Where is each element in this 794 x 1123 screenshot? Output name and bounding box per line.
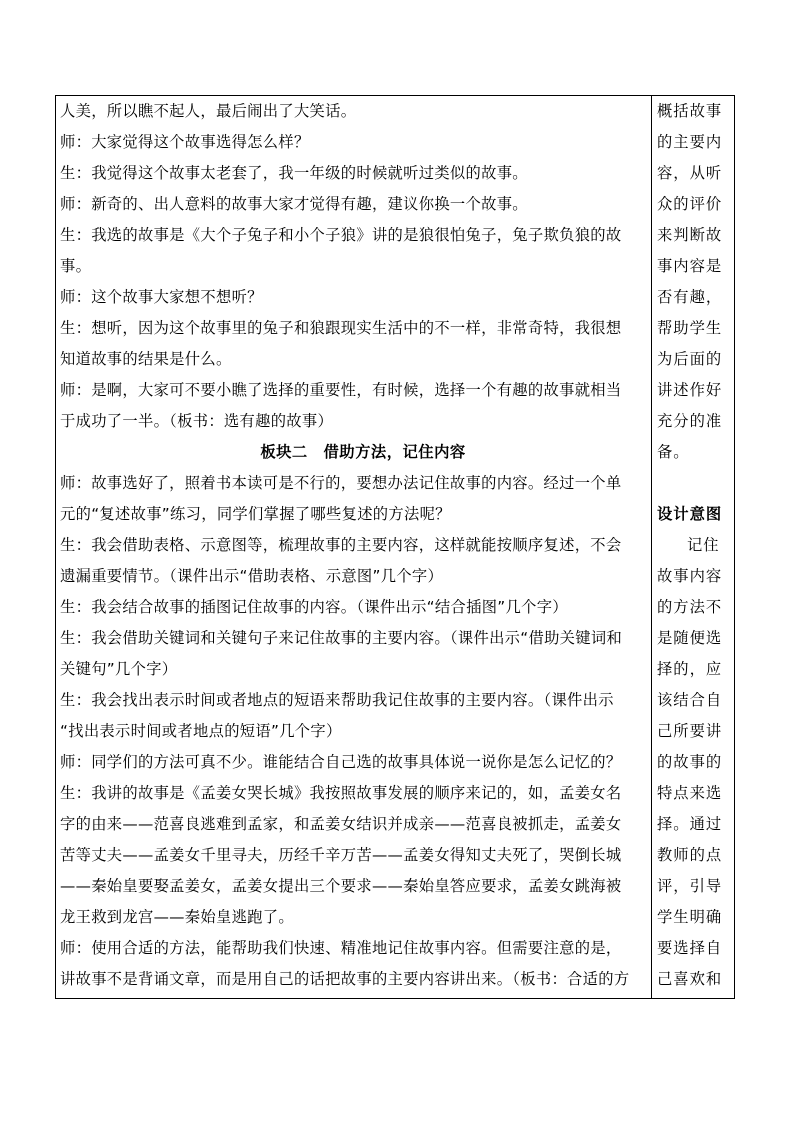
- note-line: 的方法不: [657, 598, 723, 616]
- note-line: 的故事的: [657, 753, 723, 771]
- note-line: 择。通过: [657, 815, 723, 833]
- note-line: 帮助学生: [657, 319, 723, 337]
- note-spacer: [657, 468, 727, 499]
- section-heading: 板块二 借助方法，记住内容: [260, 443, 466, 461]
- text-line: 苦等丈夫——孟姜女千里寻夫，历经千辛万苦——孟姜女得知丈夫死了，哭倒长城: [60, 846, 622, 864]
- text-line: “找出表示时间或者地点的短语”几个字）: [60, 722, 342, 740]
- note-line: 备。: [657, 443, 690, 461]
- text-line: 生：我讲的故事是《孟姜女哭长城》我按照故事发展的顺序来记的，如，孟姜女名: [60, 784, 622, 802]
- text-line: 字的由来——范喜良逃难到孟家，和孟姜女结识并成亲——范喜良被抓走，孟姜女: [60, 815, 622, 833]
- column-divider: [651, 96, 652, 998]
- note-line: 择的，应: [657, 660, 723, 678]
- text-line: 生：我会借助关键词和关键句子来记住故事的主要内容。（课件出示“借助关键词和: [60, 629, 623, 647]
- note-line: 概括故事: [657, 102, 723, 120]
- note-line: 容，从听: [657, 164, 723, 182]
- text-line: 生：我会借助表格、示意图等，梳理故事的主要内容，这样就能按顺序复述，不会: [60, 536, 622, 554]
- text-line: 师：是啊，大家可不要小瞧了选择的重要性，有时候，选择一个有趣的故事就相当: [60, 381, 622, 399]
- text-line: 师：故事选好了，照着书本读可是不行的，要想办法记住故事的内容。经过一个单: [60, 474, 622, 492]
- note-line: 该结合自: [657, 691, 723, 709]
- note-line: 讲述作好: [657, 381, 723, 399]
- text-line: 师：同学们的方法可真不少。谁能结合自己选的故事具体说一说你是怎么记忆的？: [60, 753, 622, 771]
- text-line: 讲故事不是背诵文章，而是用自己的话把故事的主要内容讲出来。（板书：合适的方: [60, 970, 630, 988]
- text-line: 生：我会找出表示时间或者地点的短语来帮助我记住故事的主要内容。（课件出示: [60, 691, 614, 709]
- note-line: 学生明确: [657, 908, 723, 926]
- text-line: 生：我会结合故事的插图记住故事的内容。（课件出示“结合插图”几个字）: [60, 598, 568, 616]
- text-line: 生：想听，因为这个故事里的兔子和狼跟现实生活中的不一样，非常奇特，我很想: [60, 319, 622, 337]
- text-line: ——秦始皇要娶孟姜女，孟姜女提出三个要求——秦始皇答应要求，孟姜女跳海被: [60, 877, 622, 895]
- text-line: 人美，所以瞧不起人，最后闹出了大笑话。: [60, 102, 357, 120]
- note-line: 己所要讲: [657, 722, 723, 740]
- text-line: 师：使用合适的方法，能帮助我们快速、精准地记住故事内容。但需要注意的是，: [60, 939, 622, 957]
- note-line: 评，引导: [657, 877, 723, 895]
- design-notes-column: [657, 96, 727, 995]
- text-line: 遗漏重要情节。（课件出示“借助表格、示意图”几个字）: [60, 567, 444, 585]
- lesson-content-column: [60, 96, 646, 995]
- text-line: 师：这个故事大家想不想听？: [60, 288, 263, 306]
- note-line: 为后面的: [657, 350, 723, 368]
- note-line: 充分的准: [657, 412, 723, 430]
- note-line: 要选择自: [657, 939, 723, 957]
- note-line: 众的评价: [657, 195, 723, 213]
- text-line: 生：我选的故事是《大个子兔子和小个子狼》讲的是狼很怕兔子，兔子欺负狼的故: [60, 226, 622, 244]
- text-line: 龙王救到龙宫——秦始皇逃跑了。: [60, 908, 294, 926]
- text-line: 事。: [60, 257, 92, 275]
- text-line: 知道故事的结果是什么。: [60, 350, 232, 368]
- note-line: 事内容是: [657, 257, 723, 275]
- note-line: 否有趣，: [657, 288, 723, 306]
- note-line: 是随便选: [657, 629, 723, 647]
- note-line: 记住: [687, 536, 720, 554]
- design-intent-title: 设计意图: [657, 505, 723, 523]
- note-line: 故事内容: [657, 567, 723, 585]
- text-line: 生：我觉得这个故事太老套了，我一年级的时候就听过类似的故事。: [60, 164, 528, 182]
- text-line: 师：大家觉得这个故事选得怎么样？: [60, 133, 310, 151]
- note-line: 教师的点: [657, 846, 723, 864]
- text-line: 关键句”几个字）: [60, 660, 178, 678]
- note-line: 特点来选: [657, 784, 723, 802]
- text-line: 于成功了一半。（板书：选有趣的故事）: [60, 412, 334, 430]
- note-line: 己喜欢和: [657, 970, 723, 988]
- note-line: 的主要内: [657, 133, 723, 151]
- note-line: 来判断故: [657, 226, 723, 244]
- text-line: 师：新奇的、出人意料的故事大家才觉得有趣，建议你换一个故事。: [60, 195, 528, 213]
- text-line: 元的“复述故事”练习，同学们掌握了哪些复述的方法呢？: [60, 505, 451, 523]
- lesson-plan-table: [55, 95, 735, 999]
